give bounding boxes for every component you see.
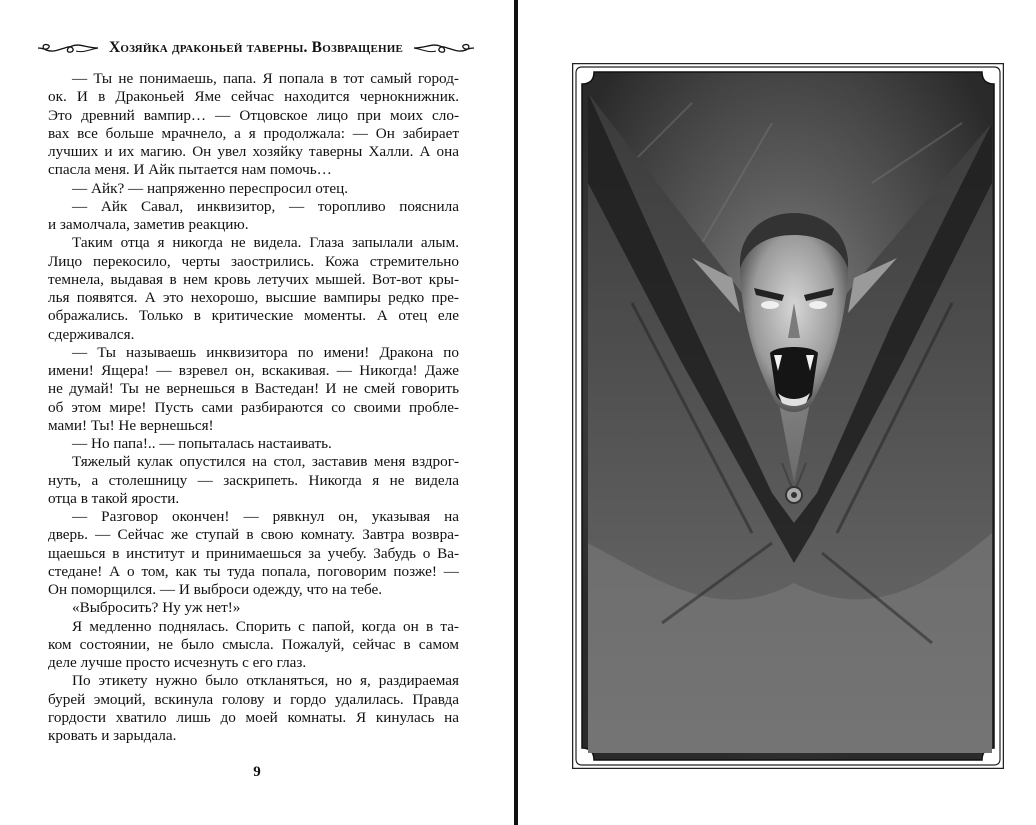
text-line: не думай! Ты не вернешься в Вастедан! И не смей говорить — [48, 380, 459, 398]
text-line: мами! Ты! Не вернешься! — [48, 416, 214, 434]
left-ornament-icon — [36, 40, 100, 56]
text-line: кровать и зарыдала. — [48, 727, 177, 744]
text-line: лучших и их магию. Он увел хозяйку таверны Халли. А она — [48, 143, 459, 160]
text-line: нуть, а столешницу — заскрипеть. Никогда я не видела — [48, 471, 459, 489]
text-line: — Айк? — напряженно переспросил отец. — [72, 179, 348, 197]
paragraph — [48, 234, 459, 344]
illustration-frame — [572, 63, 1004, 769]
running-header — [36, 38, 476, 58]
right-ornament-icon — [412, 40, 476, 56]
paragraph — [48, 198, 459, 235]
text-line: лья появятся. А это нехорошо, высшие вампиры редко пре- — [48, 289, 459, 306]
text-line: — Ты называешь инквизитора по имени! Дракона по — [72, 343, 459, 361]
paragraph — [48, 672, 459, 745]
text-line: отца в такой ярости. — [48, 489, 180, 507]
text-line: имени! Ящера! — взревел он, вскакивая. — Никогда! Даже — [48, 362, 459, 379]
paragraph — [48, 508, 459, 599]
text-line: По этикету нужно было откланяться, но я, раздираемая — [72, 672, 459, 690]
text-line: гордости хватило лишь до моей комнаты. Я кинулась на — [48, 708, 459, 726]
text-line: щаешься в институт и принимаешься за учебу. Забудь о Ва- — [48, 544, 459, 562]
text-line: — Но папа!.. — попыталась настаивать. — [72, 435, 332, 452]
text-line: вах все больше мрачнело, а я продолжала: — Он забирает — [48, 124, 459, 142]
text-line: ок. И в Драконьей Яме сейчас находится чернокнижник. — [48, 88, 459, 106]
text-line: деле лучше просто исчезнуть с его глаз. — [48, 654, 307, 671]
text-line: Таким отца я никогда не видела. Глаза запылали алым. — [72, 234, 459, 252]
text-line: сдерживался. — [48, 325, 135, 343]
text-line: — Разговор окончен! — рявкнул он, указывая на — [72, 508, 459, 525]
text-line: стедане! А о том, как ты туда попала, поговорим позже! — — [48, 562, 459, 580]
paragraph — [48, 599, 459, 617]
paragraph — [48, 344, 459, 435]
text-line: Я медленно поднялась. Спорить с папой, когда он в та- — [72, 617, 459, 635]
text-line: — Ты не понимаешь, папа. Я попала в тот самый город- — [72, 70, 459, 87]
text-line: Он поморщился. — И выброси одежду, что на тебе. — [48, 581, 383, 598]
text-line: дверь. — Сейчас же ступай в свою комнату. Завтра возвра- — [48, 526, 459, 544]
page-number: 9 — [253, 764, 261, 780]
text-line: ображались. Только в критические моменты. А отец еле — [48, 307, 459, 325]
text-line: бурей эмоций, вскинула голову и гордо удалилась. Правда — [48, 690, 459, 708]
text-line: спасла меня. И Айк пытается нам помочь… — [48, 161, 332, 179]
paragraph — [48, 70, 459, 180]
text-line: «Выбросить? Ну уж нет!» — [72, 599, 241, 617]
text-line: Лицо перекосило, черты заострились. Кожа стремительно — [48, 252, 459, 270]
paragraph — [48, 435, 459, 453]
header-title: Хозяйка драконьей таверны. Возвращение — [108, 39, 404, 56]
body-text — [48, 70, 459, 745]
text-line: Это древний вампир… — Отцовское лицо при моих сло- — [48, 106, 459, 124]
text-line: ком состоянии, не было смысла. Пожалуй, сейчас в самом — [48, 635, 459, 653]
paragraph — [48, 180, 459, 198]
text-line: Тяжелый кулак опустился на стол, заставив меня вздрог- — [72, 453, 459, 471]
text-line: темнела, выдавая в нем кровь летучих мышей. Вот-вот кры- — [48, 270, 459, 288]
text-line: и замолчала, заметив реакцию. — [48, 216, 249, 233]
paragraph — [48, 453, 459, 508]
text-line: — Айк Савал, инквизитор, — торопливо пояснила — [72, 197, 459, 215]
text-line: об этом мире! Пусть сами разбираются со своими пробле- — [48, 398, 459, 416]
paragraph — [48, 618, 459, 673]
left-page — [0, 0, 514, 825]
vampire-illustration-icon — [572, 63, 1004, 769]
